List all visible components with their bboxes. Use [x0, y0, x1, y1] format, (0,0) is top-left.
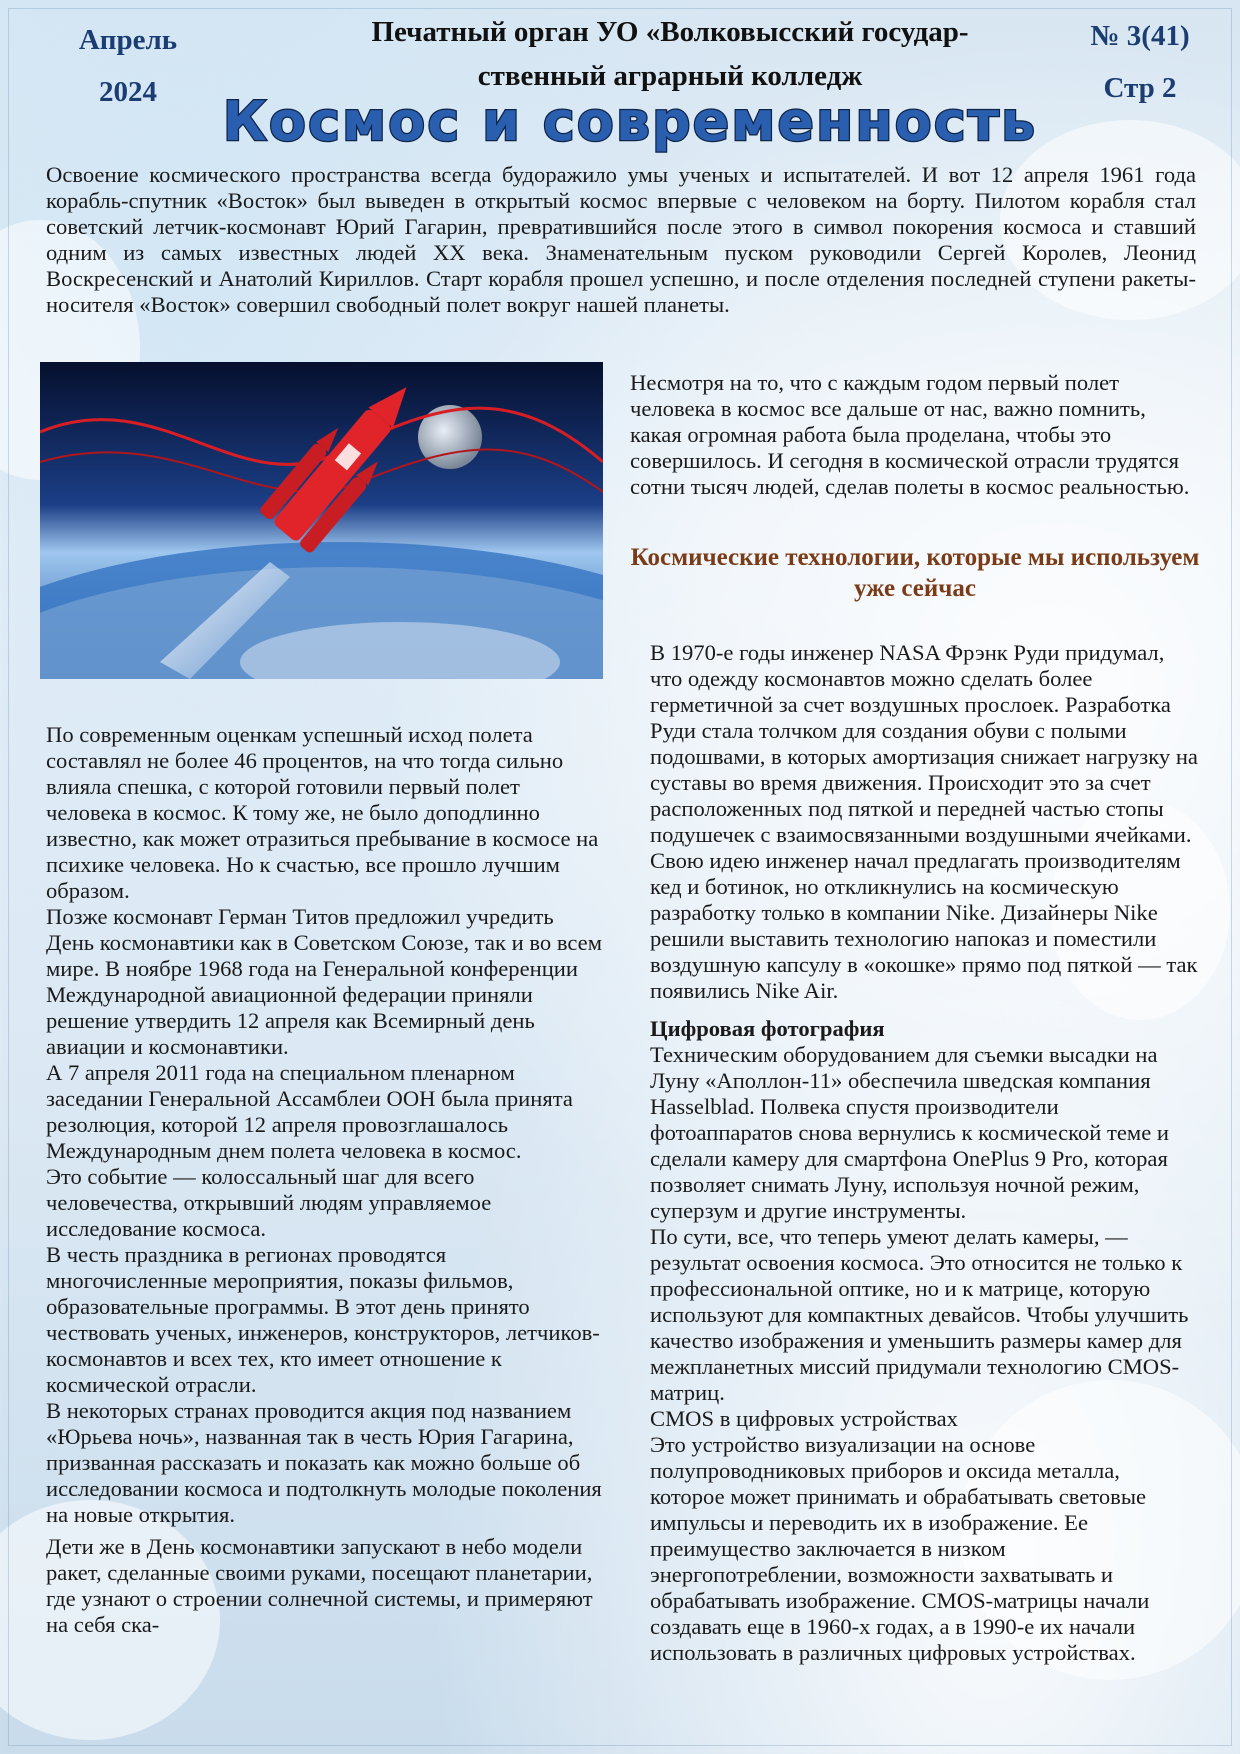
publisher-line-2: ственный аграрный колледж: [477, 60, 863, 92]
rocket-photo: [40, 362, 603, 679]
issue-number: № 3(41): [1090, 20, 1190, 52]
left-paragraph-2: Позже космонавт Герман Титов предложил учредить День космонавтики как в Советском Союзе, так и во всем мире. В ноябре 1968 года на Генеральной конференции Международной авиационной федерации приняли решение утвердить 12 апреля как Всемирный день авиации и космонавтики.: [46, 904, 602, 1059]
intro-paragraph: Освоение космического пространства всегда будоражило умы ученых и испытателей. И вот 12 апреля 1961 года корабль-спутник «Восток» был выведен в открытый космос впервые с человеком на борту. Пилотом корабля стал советский летчик-космонавт Юрий Гагарин, превратившийся после этого в символ покорения космоса и ставший одним из самых известных людей XX века. Знаменательным пуском руководили Сергей Королев, Леонид Воскресенский и Анатолий Кириллов. Старт корабля прошел успешно, и после отделения последней ступени ракеты-носителя «Восток» совершил свободный полет вокруг нашей планеты.: [46, 162, 1196, 317]
left-paragraph-1: По современным оценкам успешный исход полета составлял не более 46 процентов, на что тогда сильно влияла спешка, с которой готовили первый полет человека в космос. К тому же, не было доподлинно известно, как может отразиться пребывание в космосе на психике человека. Но к счастью, все прошло лучшим образом.: [46, 722, 599, 903]
right-paragraph-cmos: Это устройство визуализации на основе полупроводниковых приборов и оксида металла, которое может принимать и обрабатывать световые импульсы и переводить их в изображение. Ее преимущество заключается в низком энергопотреблении, возможности захватывать и обрабатывать изображение. CMOS-матрицы начали создавать еще в 1960-х годах, а в 1990-е их начали использовать в различных цифровых устройствах.: [650, 1432, 1150, 1665]
issue-month: Апрель: [78, 24, 178, 56]
subheading-digital-photo: Цифровая фотография: [650, 1016, 885, 1041]
page-title-text: Космос и современность: [222, 90, 1038, 153]
left-paragraph-7: Дети же в День космонавтики запускают в небо модели ракет, сделанные своими руками, посещают планетарии, где узнают о строении солнечной системы, и примеряют на себя ска-: [46, 1534, 593, 1637]
rocket-icon: [40, 362, 603, 679]
left-paragraph-5: В честь праздника в регионах проводятся многочисленные мероприятия, показы фильмов, образовательные программы. В этот день принято чествовать ученых, инженеров, конструкторов, летчиков-космонавтов и всех тех, кто имеет отношение к космической отрасли.: [46, 1242, 600, 1397]
left-paragraph-3: А 7 апреля 2011 года на специальном пленарном заседании Генеральной Ассамблеи ООН была принята резолюция, которой 12 апреля провозглашалось Международным днем полета человека в космос.: [46, 1060, 573, 1163]
left-paragraph-4: Это событие — колоссальный шаг для всего человечества, открывший людям управляемое исследование космоса.: [46, 1164, 492, 1241]
issue-info: [1070, 10, 1210, 114]
right-subheading-cmos: CMOS в цифровых устройствах: [650, 1406, 958, 1431]
issue-year: 2024: [99, 76, 157, 108]
right-top-block: [630, 370, 1190, 500]
page-number: Стр 2: [1103, 72, 1177, 104]
left-paragraph-6: В некоторых странах проводится акция под названием «Юрьева ночь», названная так в честь Юрия Гагарина, призванная рассказать и показать как можно больше об исследовании космоса и подтолкнуть молодые поколения на новые открытия.: [46, 1398, 602, 1527]
right-paragraph-hasselblad: Техническим оборудованием для съемки высадки на Луну «Аполлон-11» обеспечила шведская компания Hasselblad. Полвека спустя производители фотоаппаратов снова вернулись к космической теме и сделали камеру для смартфона OnePlus 9 Pro, которая позволяет снимать Луну, используя ночной режим, суперзум и другие инструменты.: [650, 1042, 1169, 1223]
left-column: [46, 722, 606, 1638]
page-title: [190, 86, 1070, 154]
right-top-paragraph: Несмотря на то, что с каждым годом первый полет человека в космос все дальше от нас, важно помнить, какая огромная работа была проделана, чтобы это совершилось. И сегодня в космической отрасли трудятся сотни тысяч людей, сделав полеты в космос реальностью.: [630, 370, 1190, 499]
right-column: [650, 640, 1200, 1666]
section-title: Космические технологии, которые мы используем уже сейчас: [630, 544, 1200, 602]
right-paragraph-cameras: По сути, все, что теперь умеют делать камеры, — результат освоения космоса. Это относится не только к профессиональной оптике, но и к матрице, которую используют для компактных девайсов. Чтобы улучшить качество изображения и уменьшить размеры камер для межпланетных миссий придумали технологию CMOS-матриц.: [650, 1224, 1189, 1405]
publisher-line-1: Печатный орган УО «Волковысский государ-: [371, 16, 969, 48]
intro-block: [46, 162, 1196, 318]
right-paragraph-nike: В 1970-е годы инженер NASA Фрэнк Руди придумал, что одежду космонавтов можно сделать более герметичной за счет воздушных прослоек. Разработка Руди стала толчком для создания обуви с полыми подошвами, в которых амортизация снижает нагрузку на суставы во время движения. Происходит это за счет расположенных под пяткой и передней частью стопы подушечек с взаимосвязанными воздушными ячейками. Свою идею инженер начал предлагать производителям кед и ботинок, но откликнулись на космическую разработку только в компании Nike. Дизайнеры Nike решили выставить технологию напоказ и поместили воздушную капсулу в «окошке» прямо под пяткой — так появились Nike Air.: [650, 640, 1198, 1003]
publisher: [310, 10, 1030, 98]
issue-date: [68, 14, 188, 118]
